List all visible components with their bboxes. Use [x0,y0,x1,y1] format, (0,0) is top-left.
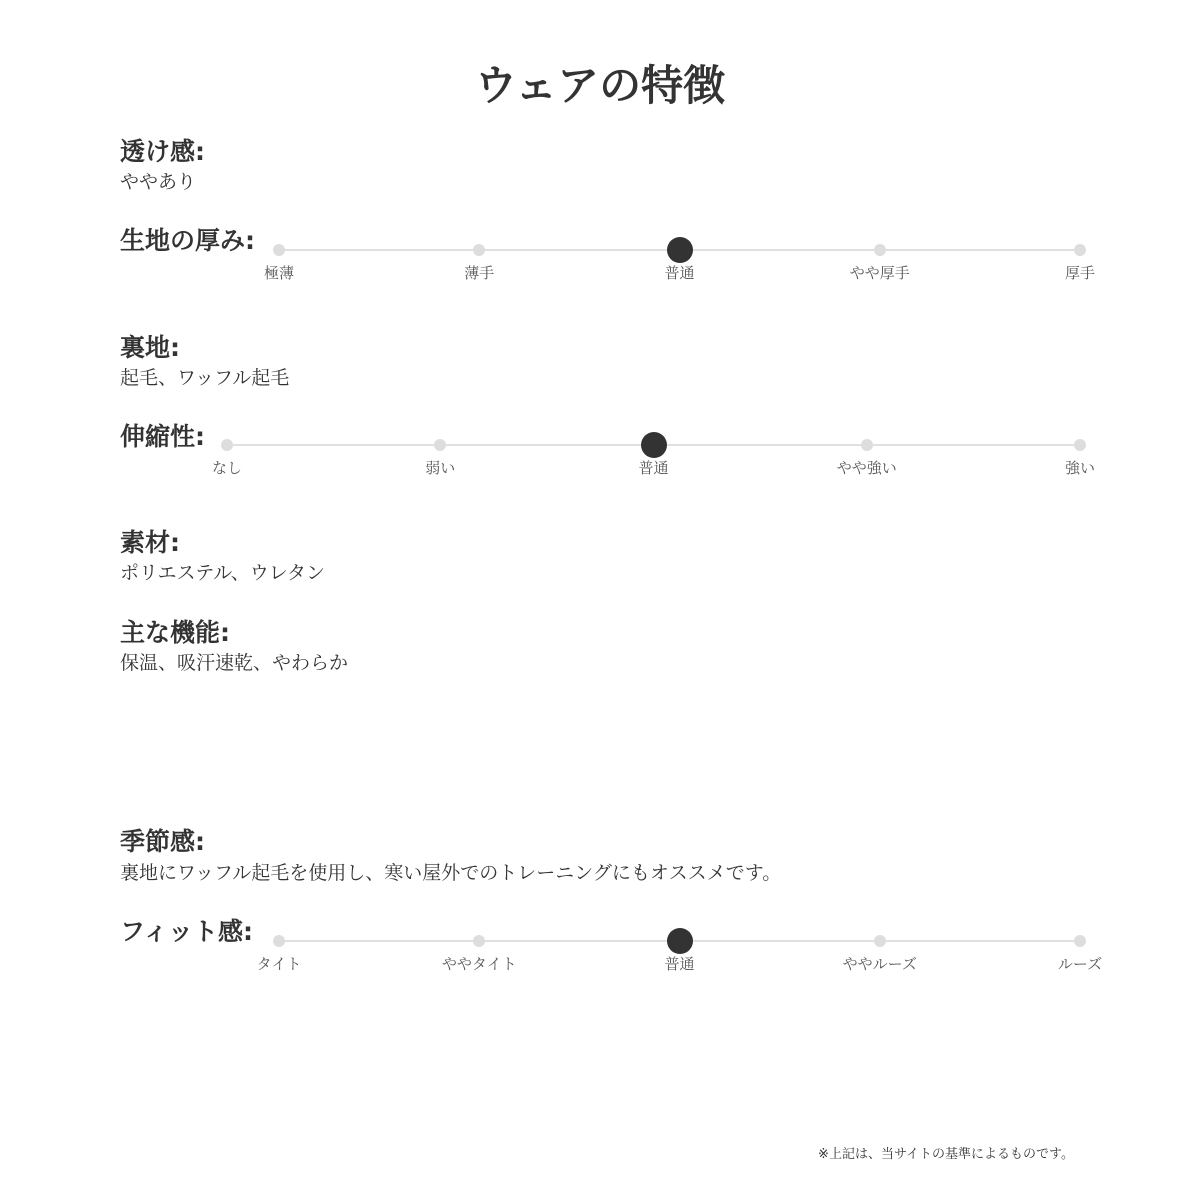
functions-label: 主な機能: [120,618,230,647]
thickness-scale-option-label: 薄手 [464,264,495,282]
fit-scale-option-label: タイト [256,955,302,973]
fit-label: フィット感: [120,917,253,946]
stretch-scale-option-label: 強い [1064,459,1095,477]
fit-scale-option-label: ややタイト [441,955,517,973]
season-label: 季節感: [120,827,205,856]
thickness-scale-option-label: 普通 [664,264,695,282]
stretch-scale-dot-selected [641,432,667,458]
fit-scale-dot [874,935,886,947]
fit-scale [256,932,1103,992]
footnote: ※上記は、当サイトの基準によるものです。 [818,1147,1074,1162]
stretch-scale-option-label: 普通 [638,459,669,477]
thickness-label: 生地の厚み: [120,226,255,255]
fit-scale-option-label: 普通 [664,955,695,973]
thickness-scale [263,241,1095,301]
thickness-scale-dot-selected [667,237,693,263]
stretch-scale [211,436,1095,496]
stretch-label: 伸縮性: [120,422,205,451]
thickness-scale-dot [874,244,886,256]
thickness-scale-dot [273,244,285,256]
stretch-scale-dot [861,439,873,451]
material-label: 素材: [120,528,180,557]
fit-scale-option-label: ややルーズ [842,955,917,973]
transparency-label: 透け感: [120,137,205,166]
stretch-scale-dot [1074,439,1086,451]
thickness-scale-dot [1074,244,1086,256]
transparency-value: ややあり [120,171,197,193]
thickness-scale-option-label: 厚手 [1064,264,1095,282]
page-title: ウェアの特徴 [474,61,726,110]
fit-scale-dot-selected [667,928,693,954]
lining-value: 起毛、ワッフル起毛 [120,367,290,389]
stretch-scale-dot [434,439,446,451]
stretch-scale-option-label: なし [211,459,242,477]
thickness-scale-dot [473,244,485,256]
thickness-scale-option-label: 極薄 [263,264,294,282]
functions-value: 保温、吸汗速乾、やわらか [120,652,349,674]
fit-scale-option-label: ルーズ [1057,955,1103,973]
season-value: 裏地にワッフル起毛を使用し、寒い屋外でのトレーニングにもオススメです。 [120,862,782,884]
stretch-scale-option-label: 弱い [425,459,456,477]
thickness-scale-option-label: やや厚手 [849,264,910,282]
stretch-scale-option-label: やや強い [836,459,897,477]
fit-scale-dot [1074,935,1086,947]
lining-label: 裏地: [120,333,180,362]
material-value: ポリエステル、ウレタン [120,562,326,584]
stretch-scale-dot [221,439,233,451]
fit-scale-dot [273,935,285,947]
fit-scale-dot [473,935,485,947]
